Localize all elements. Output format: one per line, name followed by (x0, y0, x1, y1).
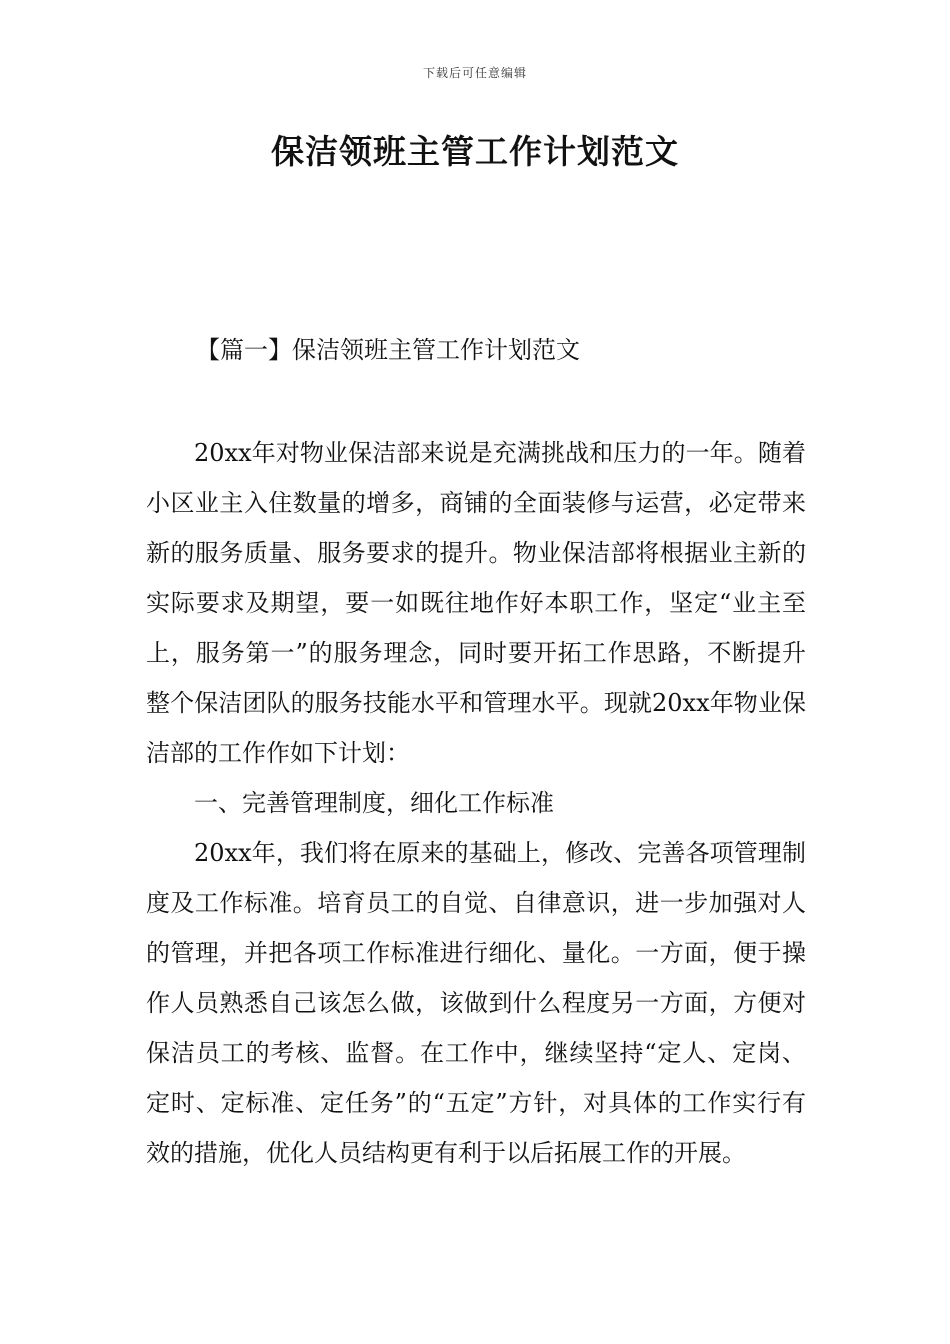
paragraph-management: 20xx年，我们将在原来的基础上，修改、完善各项管理制度及工作标准。培育员工的自觉、自律意识，进一步加强对人的管理，并把各项工作标准进行细化、量化。一方面，便于操作人员熟悉自己该怎么做，该做到什么程度另一方面，方便对保洁员工的考核、监督。在工作中，继续坚持“定人、定岗、定时、定标准、定任务”的“五定”方针，对具体的工作实行有效的措施，优化人员结构更有利于以后拓展工作的开展。 (146, 839, 806, 1167)
body-text (146, 428, 806, 1178)
paragraph-intro: 20xx年对物业保洁部来说是充满挑战和压力的一年。随着小区业主入住数量的增多，商铺的全面装修与运营，必定带来新的服务质量、服务要求的提升。物业保洁部将根据业主新的实际要求及期望，要一如既往地作好本职工作，坚定“业主至上，服务第一”的服务理念，同时要开拓工作思路，不断提升整个保洁团队的服务技能水平和管理水平。现就20xx年物业保洁部的工作作如下计划： (146, 439, 806, 767)
document-title: 保洁领班主管工作计划范文 (271, 132, 679, 171)
paragraph-subheading: 一、完善管理制度，细化工作标准 (194, 789, 554, 817)
header-note: 下载后可任意编辑 (422, 66, 527, 80)
section-heading: 【篇一】保洁领班主管工作计划范文 (196, 336, 580, 364)
